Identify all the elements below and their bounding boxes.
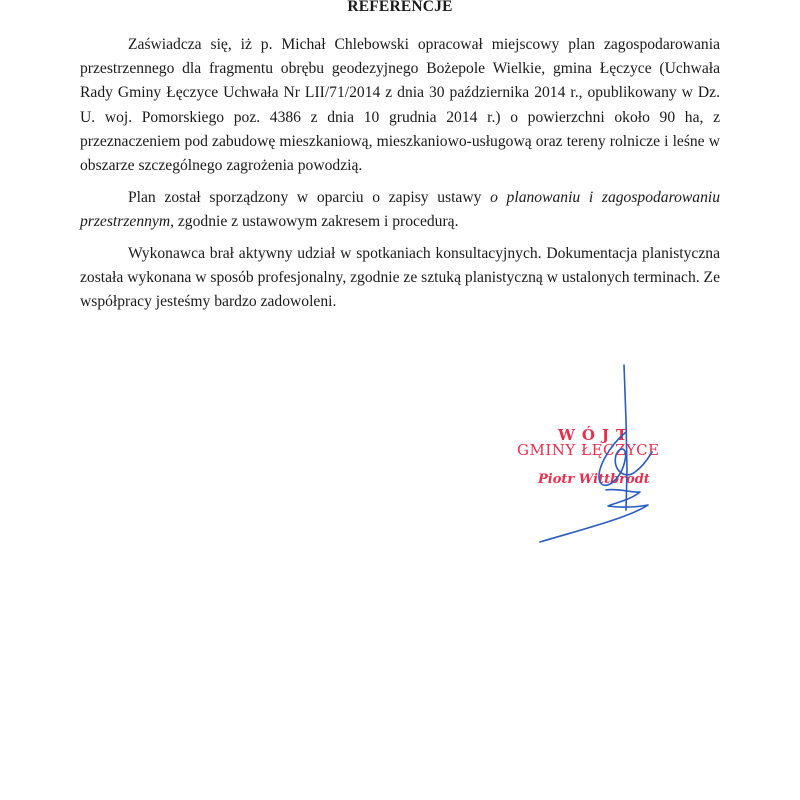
official-stamp bbox=[500, 360, 700, 560]
paragraph-evaluation: Wykonawca brał aktywny udział w spotkaniach konsultacyjnych. Dokumentacja planistyczna została wykonana w sposób profesjonalny, zgodnie ze sztuką planistyczną w ustalonych terminach. Ze współpracy jesteśmy bardzo zadowoleni. bbox=[80, 244, 720, 311]
stamp-municipality: GMINY ŁĘCZYCE bbox=[517, 441, 660, 459]
paragraph-certification: Zaświadcza się, iż p. Michał Chlebowski opracował miejscowy plan zagospodarowania przestrzennego dla fragmentu obrębu geodezyjnego Bożepole Wielkie, gmina Łęczyce (Uchwała Rady Gminy Łęczyce Uchwała Nr LII/71/2014 z dnia 30 października 2014 r., opublikowany w Dz. U. woj. Pomorskiego poz. 4386 z dnia 10 grudnia 2014 r.) o powierzchni około 90 ha, z przeznaczeniem pod zabudowę mieszkaniową, mieszkaniowo-usługową oraz tereny rolnicze i leśne w obszarze szczególnego zagrożenia powodzią. bbox=[80, 36, 720, 175]
handwritten-signature bbox=[500, 360, 700, 560]
signature-stroke-loop bbox=[599, 432, 652, 485]
paragraph-plan-end: , zgodnie z ustawowym zakresem i procedurą. bbox=[170, 212, 459, 230]
stamp-name: Piotr Wittbrodt bbox=[538, 472, 650, 487]
paragraph-plan bbox=[80, 186, 720, 234]
law-title: o planowaniu i zagospodarowaniu przestrzennym bbox=[80, 188, 720, 230]
signature-stroke-flourish bbox=[540, 490, 648, 542]
document-body bbox=[80, 33, 720, 314]
paragraph-plan-start: Plan został sporządzony w oparciu o zapisy ustawy bbox=[128, 188, 491, 206]
signature-stroke-vertical bbox=[624, 365, 627, 510]
stamp-title: WÓJT bbox=[558, 426, 635, 444]
document-title: REFERENCJE bbox=[347, 0, 453, 15]
